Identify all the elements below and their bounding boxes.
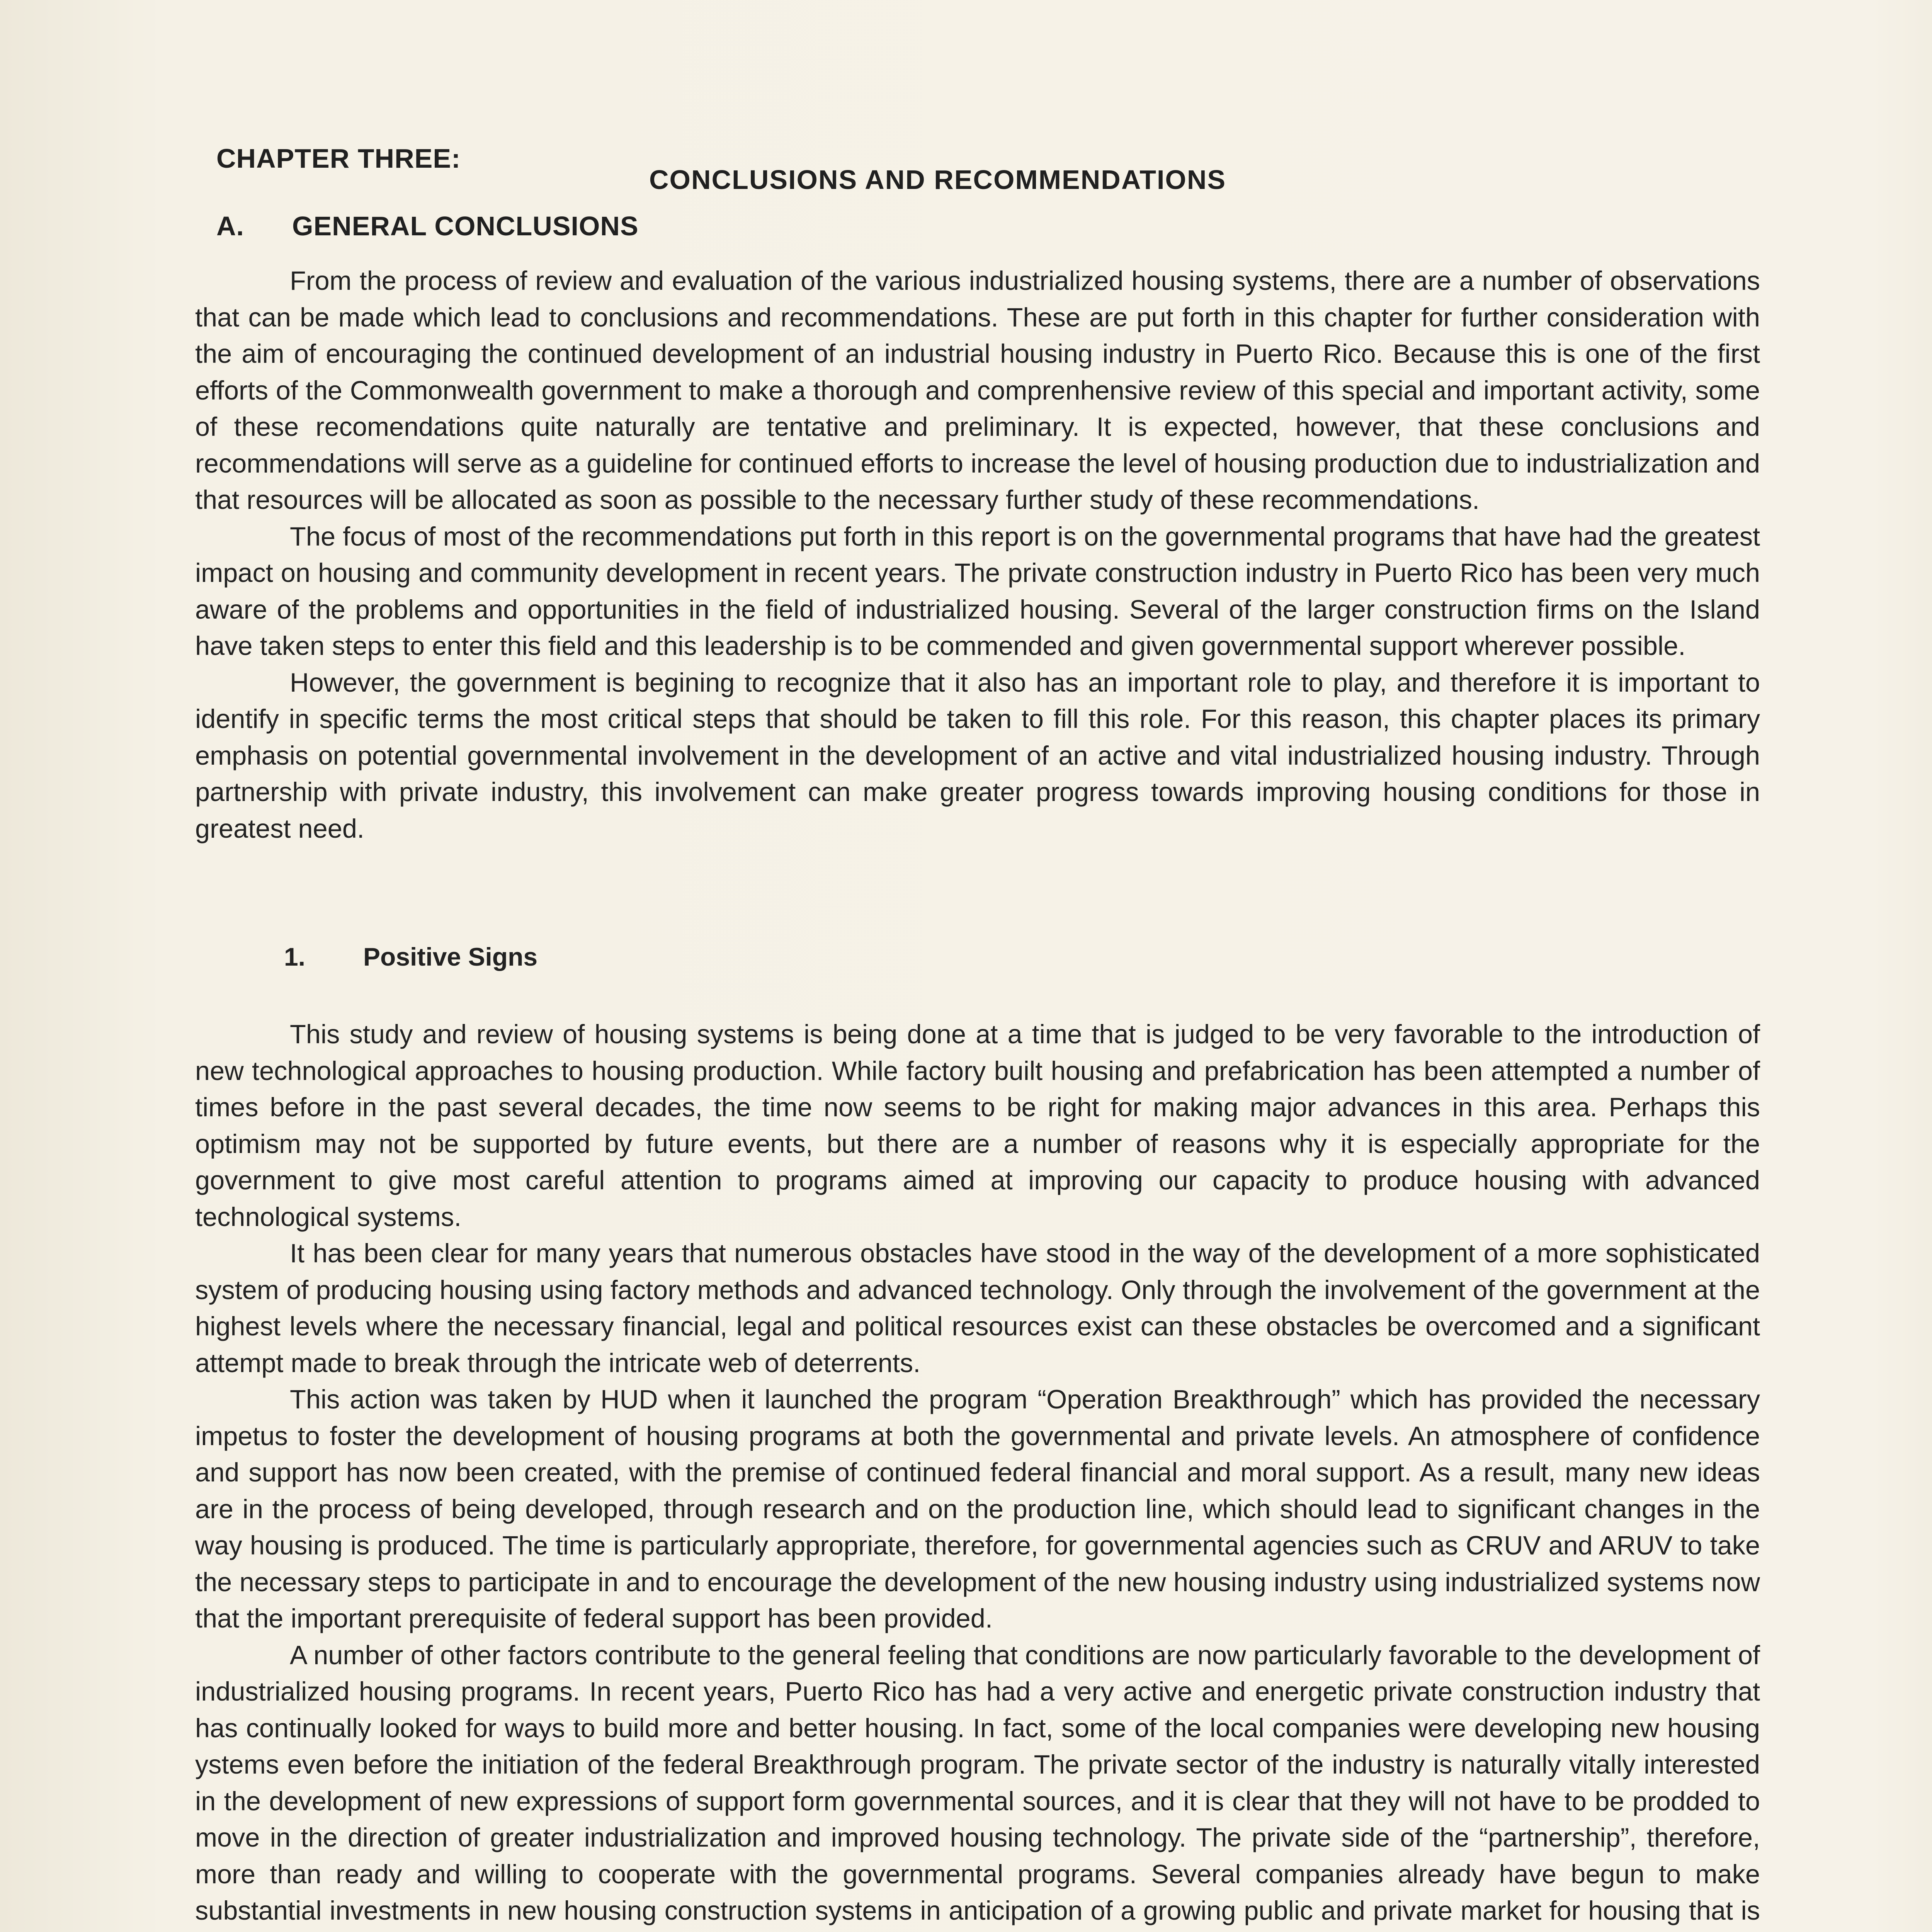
paragraph: It has been clear for many years that numerous obstacles have stood in the way of the development of a more sophisticated system of producing housing using factory methods and advanced technology. Only through the involvement of the government at the highest levels where the necessary financial, legal and political resources exist can these obstacles be overcomed and a significant attempt made to break through the intricate web of deterrents. xyxy=(195,1238,1760,1378)
paragraph: This study and review of housing systems is being done at a time that is judged to be very favorable to the introduction of new technological approaches to housing production. While factory built housing and prefabrication has been attempted a number of times before in the past several decades, the time now seems to be right for making major advances in this area. Perhaps this optimism may not be supported by future events, but there are a number of reasons why it is especially appropriate for the government to give most careful attention to programs aimed at improving our capacity to produce housing with advanced technological systems. xyxy=(195,1019,1760,1232)
subsection-number: 1. xyxy=(284,942,306,971)
section-title: GENERAL CONCLUSIONS xyxy=(292,211,639,241)
section-heading-a xyxy=(216,211,639,242)
section-a-body xyxy=(195,263,1760,847)
section-number: A. xyxy=(216,211,244,241)
paragraph: This action was taken by HUD when it launched the program “Operation Breakthrough” which has provided the necessary impetus to foster the development of housing programs at both the governmental and private levels. An atmosphere of confidence and support has now been created, with the premise of continued federal financial and moral support. As a result, many new ideas are in the process of being developed, through research and on the production line, which should lead to significant changes in the way housing is produced. The time is particularly appropriate, therefore, for governmental agencies such as CRUV and ARUV to take the necessary steps to participate in and to encourage the development of the new housing industry using industrialized systems now that the important prerequisite of federal support has been provided. xyxy=(195,1384,1760,1633)
chapter-label: CHAPTER THREE: xyxy=(216,143,461,173)
subsection-1-body xyxy=(195,1016,1760,1932)
paragraph: A number of other factors contribute to the general feeling that conditions are now particularly favorable to the development of industrialized housing programs. In recent years, Puerto Rico has had a very active and energetic private construction industry that has continually looked for ways to build more and better housing. In fact, some of the local companies were developing new housing ystems even before the initiation of the federal Breakthrough program. The private sector of the industry is naturally vitally interested in the development of new expressions of support form governmental sources, and it is clear that they will not have to be prodded to move in the direction of greater industrialization and improved housing technology. The private side of the “partnership”, therefore, more than ready and willing to cooperate with the governmental programs. Several companies already have begun to make substantial investments in new housing construction systems in anticipation of a growing public and private market for housing that is xyxy=(195,1640,1760,1925)
subsection-heading-1 xyxy=(284,942,537,971)
paragraph: The focus of most of the recommendations put forth in this report is on the governmental programs that have had the greatest impact on housing and community development in recent years. The private construction industry in Puerto Rico has been very much aware of the problems and opportunities in the field of industrialized housing. Several of the larger construction firms on the Island have taken steps to enter this field and this leadership is to be commended and given governmental support wherever possible. xyxy=(195,521,1760,661)
paragraph: From the process of review and evaluation of the various industrialized housing systems, there are a number of observations that can be made which lead to conclusions and recommendations. These are put forth in this chapter for further consideration with the aim of encouraging the continued development of an industrial housing industry in Puerto Rico. Because this is one of the first efforts of the Commonwealth government to make a thorough and comprenhensive review of this special and important activity, some of these recomendations quite naturally are tentative and preliminary. It is expected, however, that these conclusions and recommendations will serve as a guideline for continued efforts to increase the level of housing production due to industrialization and that resources will be allocated as soon as possible to the necessary further study of these recommendations. xyxy=(195,266,1760,515)
subsection-title: Positive Signs xyxy=(363,942,538,971)
chapter-title: CONCLUSIONS AND RECOMMENDATIONS xyxy=(649,165,1226,195)
paragraph: However, the government is begining to recognize that it also has an important role to play, and therefore it is important to identify in specific terms the most critical steps that should be taken to fill this role. For this reason, this chapter places its primary emphasis on potential governmental involvement in the development of an active and vital industrialized housing industry. Through partnership with private industry, this involvement can make greater progress towards improving housing conditions for those in greatest need. xyxy=(195,667,1760,844)
